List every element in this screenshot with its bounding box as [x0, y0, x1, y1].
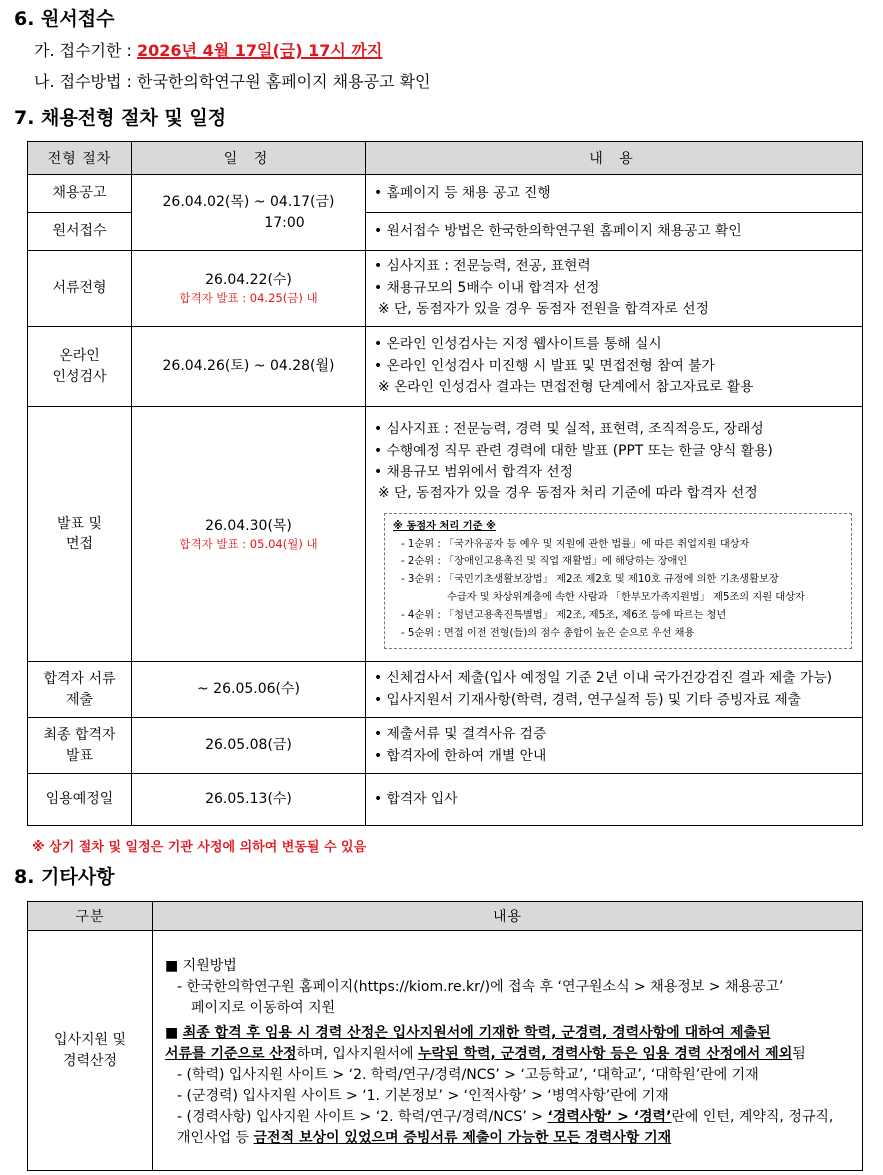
content-line: • 온라인 인성검사는 지정 웹사이트를 통해 실시 — [374, 336, 662, 353]
category-line: 입사지원 및 — [53, 1032, 127, 1049]
content-line: ※ 온라인 인성검사 결과는 면접전형 단계에서 참고자료로 활용 — [378, 379, 754, 396]
content-line: • 수행예정 직무 관련 경력에 대한 발표 (PPT 또는 한글 양식 활용) — [374, 442, 773, 459]
plain-text: 하며, 입사지원서에 — [296, 1046, 419, 1062]
category-line: 경력산정 — [62, 1052, 118, 1069]
header-content: 내용 — [153, 902, 863, 931]
deadline-line — [34, 38, 382, 61]
emphasis-text: 누락된 학력, 군경력, 경력사항 등은 임용 경력 산정에서 제외 — [418, 1046, 793, 1062]
date-cell: 26.05.08(금) — [132, 718, 366, 774]
content-cell: • 원서접수 방법은 한국한의학연구원 홈페이지 채용공고 확인 — [366, 213, 863, 251]
plain-text: - (경력사항) 입사지원 사이트 > ‘2. 학력/연구/경력/NCS’ > — [177, 1109, 548, 1125]
stage-cell: 채용공고 — [28, 175, 132, 213]
date-cell: ~ 26.05.06(수) — [132, 662, 366, 718]
table-header-row — [28, 902, 863, 931]
content-cell — [366, 718, 863, 774]
table-row — [28, 718, 863, 774]
stage-line: 면접 — [65, 536, 94, 552]
date-line-a: 26.04.02(목) ~ 04.17(금) — [162, 194, 335, 211]
content-line — [165, 1044, 856, 1065]
tie-item: - 2순위 : 「장애인고용촉진 및 직업 재활법」에 해당하는 장애인 — [401, 556, 688, 568]
content-line: • 채용규모 범위에서 합격자 선정 — [374, 464, 573, 481]
date-text: 26.04.30(목) — [205, 517, 292, 534]
content-line — [165, 1023, 856, 1044]
stage-line: 최종 합격자 — [43, 727, 116, 744]
emphasis-text: 최종 합격 후 임용 시 경력 산정은 입사지원서에 기재한 학력, 군경력, 경력사항에 대하여 제출된 — [182, 1025, 771, 1041]
tie-item: - 5순위 : 면접 이전 전형(들)의 점수 총합이 높은 순으로 우선 채용 — [401, 627, 695, 639]
content-line: ※ 단, 동점자가 있을 경우 동점자 전원을 합격자로 선정 — [378, 301, 709, 318]
content-cell — [366, 662, 863, 718]
announce-note: 합격자 발표 : 05.04(월) 내 — [179, 536, 318, 551]
content-line — [165, 1107, 856, 1128]
stage-cell — [28, 407, 132, 662]
table-row — [28, 931, 863, 1171]
method-line: 나. 접수방법 : 한국한의학연구원 홈페이지 채용공고 확인 — [34, 72, 431, 91]
tie-break-box — [384, 513, 852, 649]
content-line: • 입사지원서 기재사항(학력, 경력, 연구실적 등) 및 기타 증빙자료 제출 — [374, 691, 801, 708]
content-line: • 신체검사서 제출(입사 예정일 기준 2년 이내 국가건강검진 결과 제출 가능) — [374, 670, 833, 687]
schedule-footnote: ※ 상기 절차 및 일정은 기관 사정에 의하여 변동될 수 있음 — [32, 840, 367, 855]
table-row — [28, 407, 863, 662]
emphasis-text: 금전적 보상이 있었으며 증빙서류 제출이 가능한 모든 경력사항 기재 — [253, 1130, 672, 1146]
deadline-value: 2026년 4월 17일(금) 17시 까지 — [137, 41, 383, 60]
tie-item: - 4순위 : 「청년고용촉진특별법」 제2조, 제5조, 제6조 등에 따르는 청년 — [401, 610, 727, 622]
content-cell — [366, 407, 863, 662]
table-row — [28, 774, 863, 826]
content-line: • 심사지표 : 전문능력, 경력 및 실적, 표현력, 조직적응도, 장래성 — [374, 421, 764, 438]
date-line-b: 17:00 — [264, 214, 305, 231]
tie-break-title: ※ 동점자 처리 기준 ※ — [393, 520, 496, 532]
content-cell — [153, 931, 863, 1171]
square-bullet: ■ — [165, 1025, 183, 1041]
plain-text: 됨 — [792, 1046, 806, 1062]
content-line: - 한국한의학연구원 홈페이지(https://kiom.re.kr/)에 접속 후 ‘연구원소식 > 채용정보 > 채용공고’ — [177, 979, 784, 995]
other-info-table — [27, 901, 863, 1171]
date-cell: 26.04.26(토) ~ 04.28(월) — [132, 327, 366, 407]
content-cell — [366, 327, 863, 407]
stage-cell — [28, 718, 132, 774]
stage-line: 발표 — [65, 747, 94, 764]
stage-cell: 서류전형 — [28, 251, 132, 327]
date-cell — [132, 407, 366, 662]
table-header-row — [28, 142, 863, 175]
stage-line: 인성검사 — [52, 368, 107, 385]
stage-cell: 원서접수 — [28, 213, 132, 251]
emphasis-text: ‘경력사항’ > ‘경력’ — [547, 1109, 672, 1125]
header-content: 내 용 — [366, 142, 863, 175]
stage-line: 합격자 서류 — [43, 671, 116, 688]
content-line: ※ 단, 동점자가 있을 경우 동점자 처리 기준에 따라 합격자 선정 — [378, 485, 758, 502]
schedule-table — [27, 141, 863, 826]
plain-text: 란에 인턴, 계약직, 정규직, — [671, 1109, 834, 1125]
announce-note: 합격자 발표 : 04.25(금) 내 — [179, 291, 318, 306]
table-row — [28, 327, 863, 407]
header-category: 구분 — [28, 902, 153, 931]
header-date: 일 정 — [132, 142, 366, 175]
date-cell — [132, 251, 366, 327]
table-row — [28, 175, 863, 213]
header-stage: 전형 절차 — [28, 142, 132, 175]
category-cell — [28, 931, 153, 1171]
content-line: ■ 지원방법 — [165, 958, 237, 974]
content-line: • 채용규모의 5배수 이내 합격자 선정 — [374, 279, 600, 296]
stage-cell — [28, 327, 132, 407]
section-6-title: 6. 원서접수 — [14, 8, 115, 30]
date-text: 26.04.22(수) — [205, 272, 292, 289]
stage-line: 제출 — [65, 691, 94, 708]
table-row — [28, 662, 863, 718]
stage-line: 발표 및 — [56, 515, 103, 532]
table-row — [28, 251, 863, 327]
tie-item: 수급자 및 차상위계층에 속한 사람과 「한부모가족지원법」 제5조의 지원 대상자 — [447, 592, 805, 604]
section-7-title: 7. 채용전형 절차 및 일정 — [14, 107, 227, 129]
stage-line: 온라인 — [59, 348, 100, 365]
tie-item: - 3순위 : 「국민기초생활보장법」 제2조 제2호 및 제10호 규정에 의한 기초생활보장 — [401, 574, 779, 586]
emphasis-text: 서류를 기준으로 산정 — [165, 1046, 297, 1062]
content-line: - (학력) 입사지원 사이트 > ‘2. 학력/연구/경력/NCS’ > ‘고등학교’, ‘대학교’, ‘대학원’란에 기재 — [177, 1067, 759, 1083]
content-cell: • 합격자 입사 — [366, 774, 863, 826]
date-cell — [132, 175, 366, 251]
content-line: • 제출서류 및 결격사유 검증 — [374, 726, 547, 743]
section-8-title: 8. 기타사항 — [14, 866, 115, 888]
content-line: - (군경력) 입사지원 사이트 > ‘1. 기본정보’ > ‘인적사항’ > ‘병역사항’란에 기재 — [177, 1088, 669, 1104]
content-line: 페이지로 이동하여 지원 — [191, 1000, 336, 1016]
content-line: • 온라인 인성검사 미진행 시 발표 및 면접전형 참여 불가 — [374, 357, 715, 374]
content-cell: • 홈페이지 등 채용 공고 진행 — [366, 175, 863, 213]
content-cell — [366, 251, 863, 327]
deadline-label: 가. 접수기한 : — [34, 41, 138, 60]
date-cell: 26.05.13(수) — [132, 774, 366, 826]
content-line — [165, 1128, 856, 1149]
content-line: • 합격자에 한하여 개별 안내 — [374, 747, 547, 764]
tie-item: - 1순위 : 「국가유공자 등 예우 및 지원에 관한 법률」에 따른 취업지원 대상자 — [401, 538, 750, 550]
stage-cell: 임용예정일 — [28, 774, 132, 826]
stage-cell — [28, 662, 132, 718]
content-line: • 심사지표 : 전문능력, 전공, 표현력 — [374, 258, 591, 275]
plain-text: 개인사업 등 — [177, 1130, 254, 1146]
